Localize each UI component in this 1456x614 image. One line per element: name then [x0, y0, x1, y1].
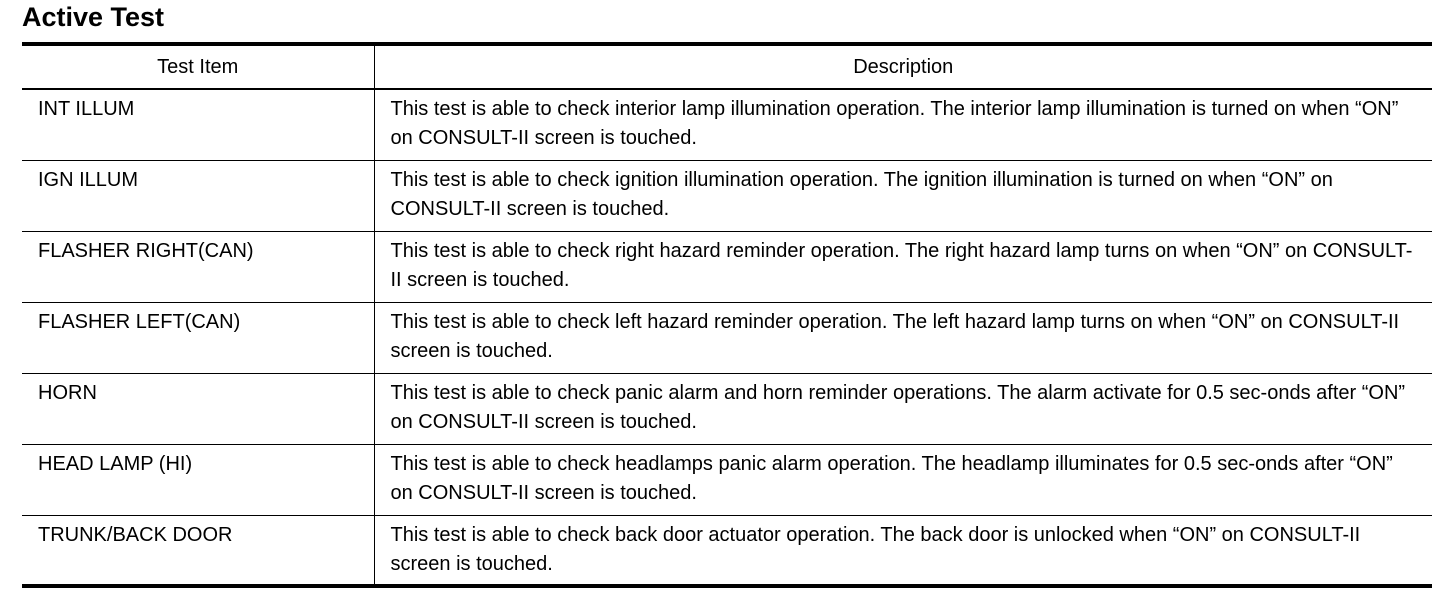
test-item-cell: INT ILLUM [22, 89, 374, 160]
description-cell: This test is able to check left hazard reminder operation. The left hazard lamp turns on when “ON” on CONSULT-II screen is touched. [374, 302, 1432, 373]
description-cell: This test is able to check panic alarm and horn reminder operations. The alarm activate for 0.5 sec-onds after “ON” on CONSULT-II screen is touched. [374, 373, 1432, 444]
description-cell: This test is able to check headlamps panic alarm operation. The headlamp illuminates for 0.5 sec-onds after “ON” on CONSULT-II screen is touched. [374, 444, 1432, 515]
test-item-cell: FLASHER RIGHT(CAN) [22, 231, 374, 302]
table-row [22, 89, 1432, 160]
page-title: Active Test [22, 2, 165, 32]
table-row [22, 444, 1432, 515]
test-item-cell: TRUNK/BACK DOOR [38, 523, 233, 546]
column-header-test-item: Test Item [22, 44, 374, 89]
test-item-cell: FLASHER LEFT(CAN) [22, 302, 374, 373]
test-item-cell: HEAD LAMP (HI) [22, 444, 374, 515]
table-row [22, 515, 1432, 586]
test-item-cell: IGN ILLUM [22, 160, 374, 231]
table-row [22, 373, 1432, 444]
table-row [22, 302, 1432, 373]
description-cell: This test is able to check right hazard reminder operation. The right hazard lamp turns on when “ON” on CONSULT-II screen is touched. [374, 231, 1432, 302]
table-row [22, 231, 1432, 302]
active-test-table [22, 42, 1432, 588]
description-cell: This test is able to check back door actuator operation. The back door is unlocked when “ON” on CONSULT-II screen is touched. [374, 515, 1432, 586]
description-cell: This test is able to check ignition illumination operation. The ignition illumination is turned on when “ON” on CONSULT-II screen is touched. [374, 160, 1432, 231]
column-header-description: Description [374, 44, 1432, 89]
description-cell: This test is able to check interior lamp illumination operation. The interior lamp illumination is turned on when “ON” on CONSULT-II screen is touched. [374, 89, 1432, 160]
table-header-row [22, 44, 1432, 89]
table-row [22, 160, 1432, 231]
test-item-cell: HORN [22, 373, 374, 444]
